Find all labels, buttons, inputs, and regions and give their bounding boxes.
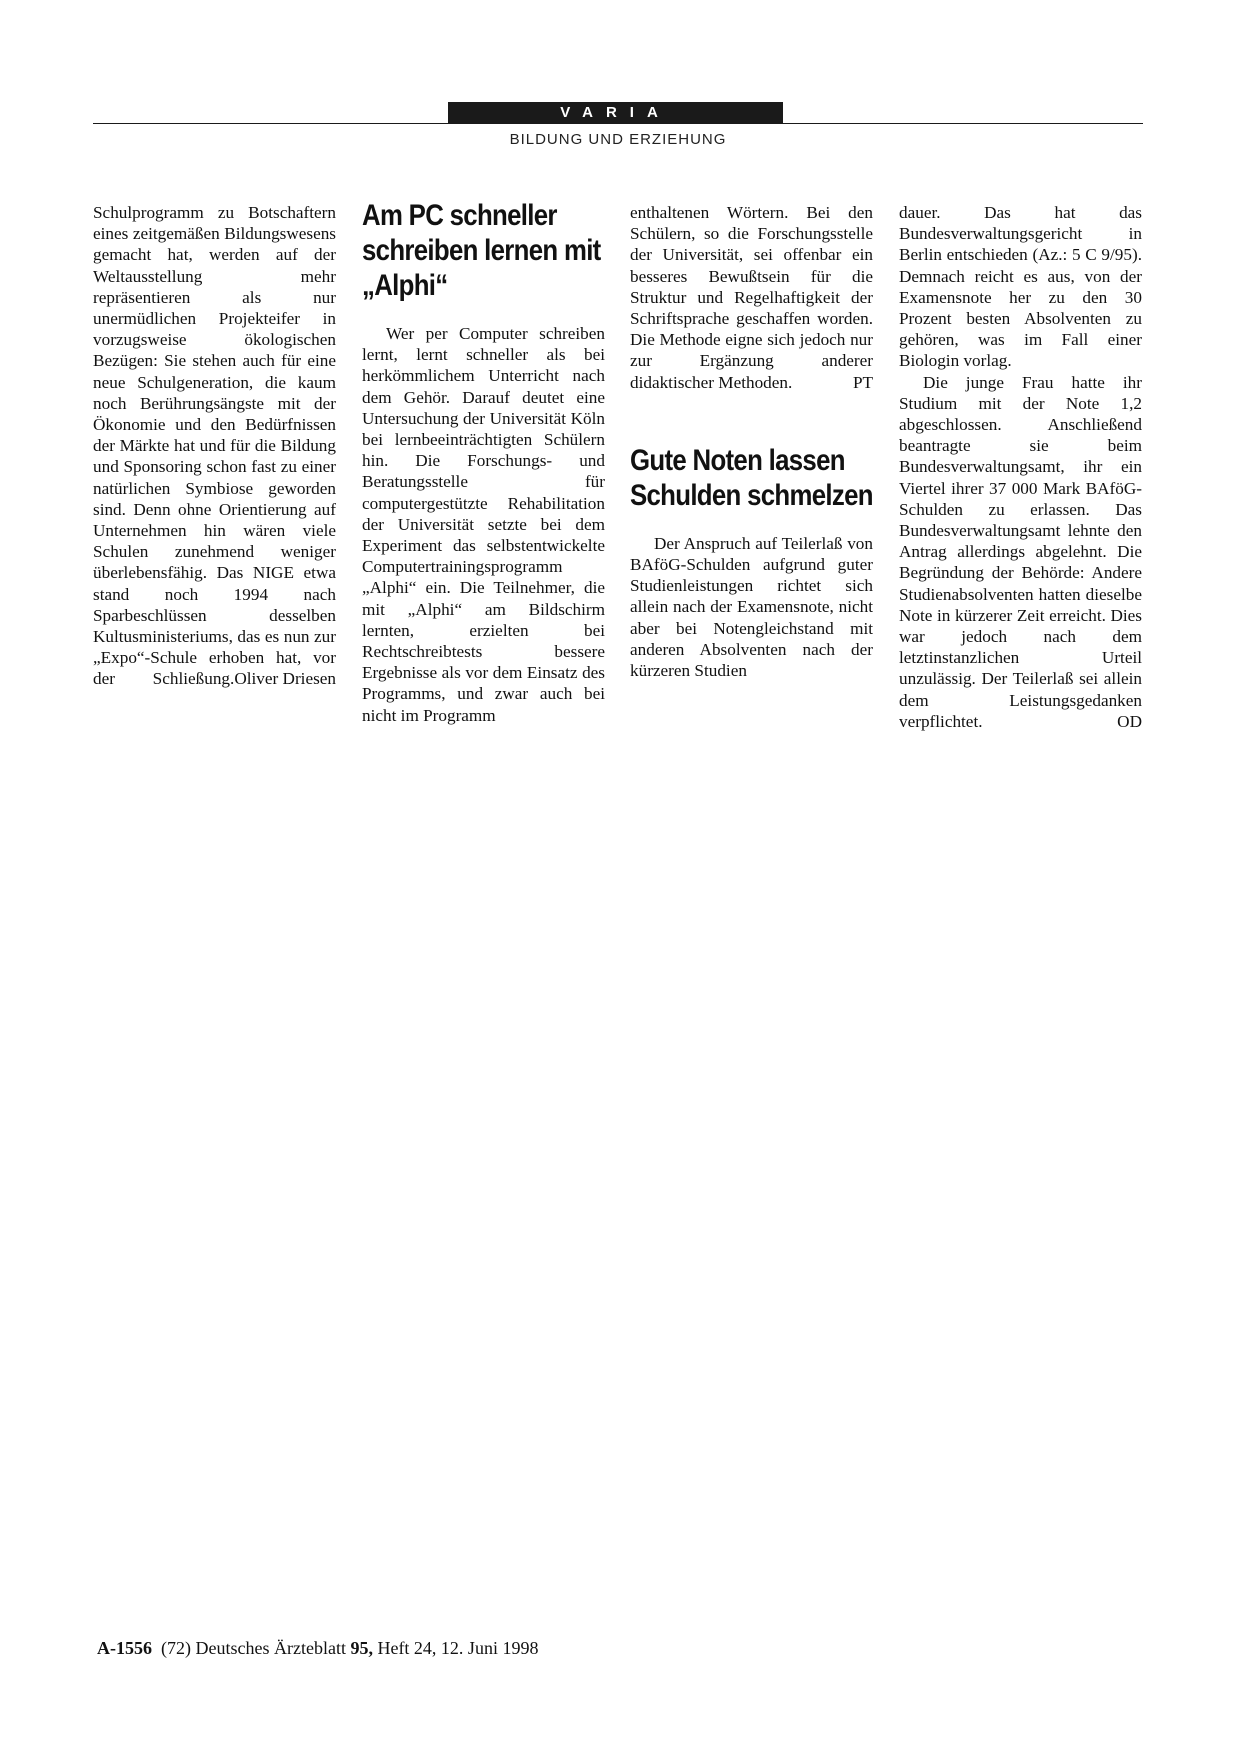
column-2 [362,199,605,726]
header-rule [93,123,1143,124]
article1-continuation: enthaltenen Wörtern. Bei den Schülern, so die Forschungsstelle der Universität, sei offenbar ein besseres Bewußtsein für die Struktur und Regelhaftigkeit der Schriftsprache geschaffen worden. Die Methode eigne sich jedoch nur zur Ergänzung anderer didaktischer Methoden. [630,203,873,392]
page-footer [97,1638,538,1659]
article1-headline: Am PC schneller schreiben lernen mit „Alphi“ [362,199,601,302]
section-label: BILDUNG UND ERZIEHUNG [509,131,727,148]
article1-author: PT [852,372,873,392]
article2-body: Der Anspruch auf Teilerlaß von BAföG-Schulden aufgrund guter Studienleistungen richtet sich allein nach der Examensnote, nicht aber bei Notengleichstand mit anderen Absolventen nach der kürzeren Studien [630,533,873,681]
column-1 [93,202,336,690]
article2-author: OD [1117,711,1142,731]
column-4 [899,202,1142,732]
column-1-text [93,202,336,690]
col1-author: Oliver Driesen [234,669,336,689]
article2-body-2: Die junge Frau hatte ihr Studium mit der Note 1,2 abgeschlossen. Anschließend beantragte sie beim Bundesverwaltungsamt, ihr ein Viertel ihrer 37 000 Mark BAföG-Schulden zu erlassen. Das Bundesverwaltungsamt lehnte den Antrag allerdings abgelehnt. Die Begründung der Behörde: Andere Studienabsolventen hatten dieselbe Note in kürzerer Zeit erreicht. Dies war jedoch nach dem letztinstanzlichen Urteil unzulässig. Der Teilerlaß sei allein dem Leistungsgedanken verpflichtet. [899,372,1142,731]
varia-band: VARIA [448,102,783,124]
col1-body: Schulprogramm zu Botschaftern eines zeitgemäßen Bildungswesens gemacht hat, werden auf der Weltausstellung mehr repräsentieren als nur unermüdlichen Projekteifer in vorzugsweise ökologischen Bezügen: Sie stehen auch für eine neue Schulgeneration, die kaum noch Berührungsängste mit der Ökonomie und den Bedürfnissen der Märkte hat und für die Bildung und Sponsoring schon fast zu einer natürlichen Symbiose geworden sind. Denn ohne Orientierung auf Unternehmen hin wären viele Schulen zunehmend weniger überlebensfähig. Das NIGE etwa stand noch 1994 nach Sparbeschlüssen desselben Kultusministeriums, das es nun zur „Expo“-Schule erhoben hat, vor der Schließung. [93,203,336,689]
article2-para2 [899,372,1142,732]
footer-issue-page: (72) [161,1638,191,1658]
footer-volume: 95, [350,1638,373,1658]
column-3 [630,202,873,681]
article1-continuation-para [630,202,873,393]
footer-page-number: A-1556 [97,1638,152,1658]
article2-headline: Gute Noten lassen Schulden schmelzen [630,443,873,512]
article2-continuation: dauer. Das hat das Bundesverwaltungsgericht in Berlin entschieden (Az.: 5 C 9/95). Demnach reicht es aus, von der Examensnote her zu den 30 Prozent besten Absolventen zu gehören, was im Fall einer Biologin vorlag. [899,203,1142,371]
footer-issue: Heft 24, 12. Juni 1998 [377,1638,539,1658]
footer-journal: Deutsches Ärzteblatt [195,1638,346,1658]
article1-body: Wer per Computer schreiben lernt, lernt schneller als bei herkömmlichem Unterricht nach dem Gehör. Darauf deutet eine Untersuchung der Universität Köln bei lernbeeinträchtigten Schülern hin. Die Forschungs- und Beratungsstelle für computergestützte Rehabilitation der Universität setzte bei dem Experiment das selbstentwickelte Computertrainingsprogramm „Alphi“ ein. Die Teilnehmer, die mit „Alphi“ am Bildschirm lernten, erzielten bei Rechtschreibtests bessere Ergebnisse als vor dem Einsatz des Programms, und zwar auch bei nicht im Programm [362,324,605,725]
